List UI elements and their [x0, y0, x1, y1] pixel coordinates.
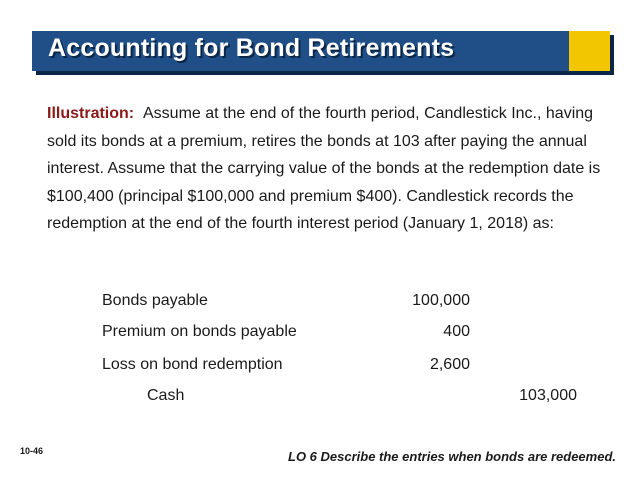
- page-number: 10-46: [20, 446, 44, 456]
- je-debit-loss: 2,600: [429, 356, 470, 373]
- je-account-premium: Premium on bonds payable: [102, 323, 297, 340]
- slide-title: Accounting for Bond Retirements: [48, 34, 455, 62]
- title-accent-square: [569, 31, 610, 71]
- learning-objective: LO 6 Describe the entries when bonds are redeemed.: [288, 449, 616, 464]
- je-credit-cash: 103,000: [519, 387, 577, 404]
- je-account-bonds-payable: Bonds payable: [102, 292, 208, 309]
- illustration-paragraph: [47, 100, 607, 238]
- illustration-text: Assume at the end of the fourth period, Candlestick Inc., having sold its bonds at a premium, retires the bonds at 103 after paying the annual interest. Assume that the carrying value of the bonds at the redemption date is $100,400 (principal $100,000 and premium $400). Candlestick records the redemption at the end of the fourth interest period (January 1, 2018) as:: [47, 105, 601, 232]
- je-debit-premium: 400: [443, 323, 470, 340]
- je-debit-bonds-payable: 100,000: [412, 292, 470, 309]
- illustration-label: Illustration:: [47, 105, 135, 122]
- je-account-loss: Loss on bond redemption: [102, 356, 283, 373]
- je-account-cash: Cash: [147, 387, 185, 404]
